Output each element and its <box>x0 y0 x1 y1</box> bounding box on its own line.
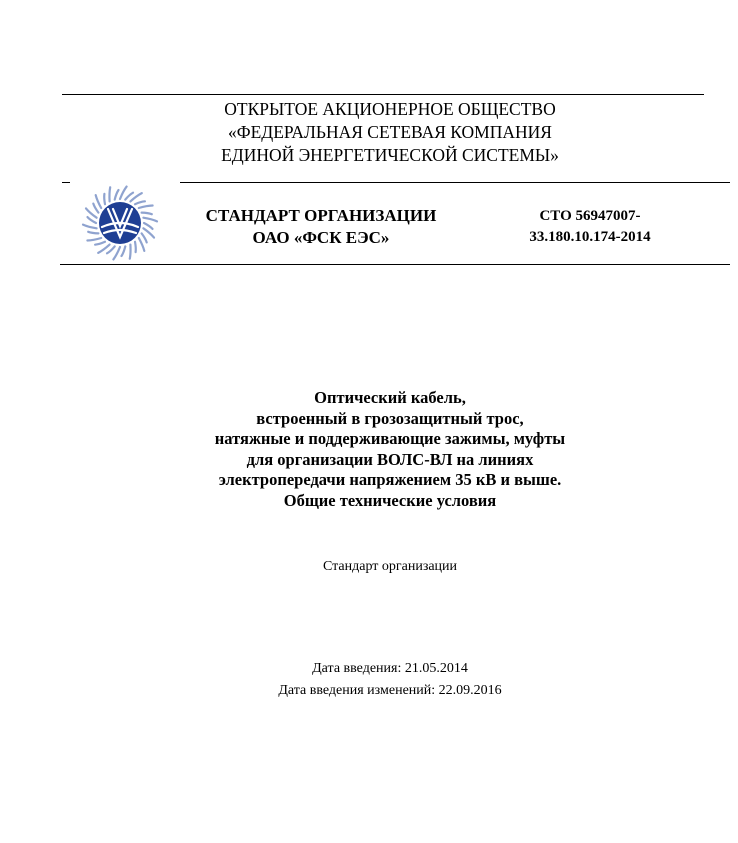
logo-ray <box>139 206 153 209</box>
document-title-line: Оптический кабель, <box>314 388 466 407</box>
standard-code-line: СТО 56947007- <box>539 208 641 224</box>
logo-ray <box>113 247 120 259</box>
organization-header <box>60 98 720 167</box>
logo-ray <box>83 225 97 229</box>
logo-ray <box>109 187 110 201</box>
logo-ray <box>143 218 157 222</box>
intro-date: Дата введения: 21.05.2014 <box>312 661 468 676</box>
logo-ray <box>95 242 105 245</box>
logo-ray <box>130 245 131 259</box>
logo-ray <box>120 187 127 199</box>
standard-code-line: 33.180.10.174-2014 <box>529 229 651 245</box>
logo-ray <box>93 204 98 213</box>
organization-line: «ФЕДЕРАЛЬНАЯ СЕТЕВАЯ КОМПАНИЯ <box>228 122 552 142</box>
logo-ray <box>104 194 105 204</box>
logo-ray <box>115 190 119 200</box>
document-subtitle: Стандарт организации <box>322 559 458 574</box>
logo-ray <box>144 223 153 229</box>
logo-ray <box>87 238 101 241</box>
document-title-line: встроенный в грозозащитный трос, <box>256 408 524 428</box>
document-title-line: Общие технические условия <box>283 490 497 510</box>
organization-line: ОТКРЫТОЕ АКЦИОНЕРНОЕ ОБЩЕСТВО <box>224 99 556 119</box>
logo-ray <box>142 233 147 242</box>
logo-ray <box>142 213 152 215</box>
logo-ray <box>125 193 133 200</box>
standard-title <box>176 205 466 249</box>
header-rule-right <box>180 182 730 183</box>
change-date: Дата введения изменений: 22.09.2016 <box>278 683 502 698</box>
document-title-line: натяжные и поддерживающие зажимы, муфты <box>214 429 566 448</box>
logo-ray <box>96 195 102 208</box>
document-dates <box>60 658 720 702</box>
standard-code <box>495 206 685 248</box>
logo-ray <box>88 217 97 223</box>
logo-ray <box>88 232 98 234</box>
logo-ray <box>122 246 126 256</box>
fsk-ees-logo-icon <box>68 182 172 264</box>
logo-ray <box>135 242 136 252</box>
document-title-line: для организации ВОЛС-ВЛ на линиях <box>246 449 534 469</box>
organization-line: ЕДИНОЙ ЭНЕРГЕТИЧЕСКОЙ СИСТЕМЫ» <box>221 145 559 165</box>
document-title-line: электропередачи напряжением 35 кВ и выше. <box>218 470 562 489</box>
logo-ray <box>135 201 145 204</box>
top-rule <box>62 94 704 95</box>
logo-ray <box>107 246 115 253</box>
logo-ray <box>139 238 145 251</box>
standard-title-line: ОАО «ФСК ЕЭС» <box>252 228 390 247</box>
header-bottom-rule <box>60 264 730 265</box>
standard-title-line: СТАНДАРТ ОРГАНИЗАЦИИ <box>205 206 437 225</box>
document-title <box>60 388 720 511</box>
